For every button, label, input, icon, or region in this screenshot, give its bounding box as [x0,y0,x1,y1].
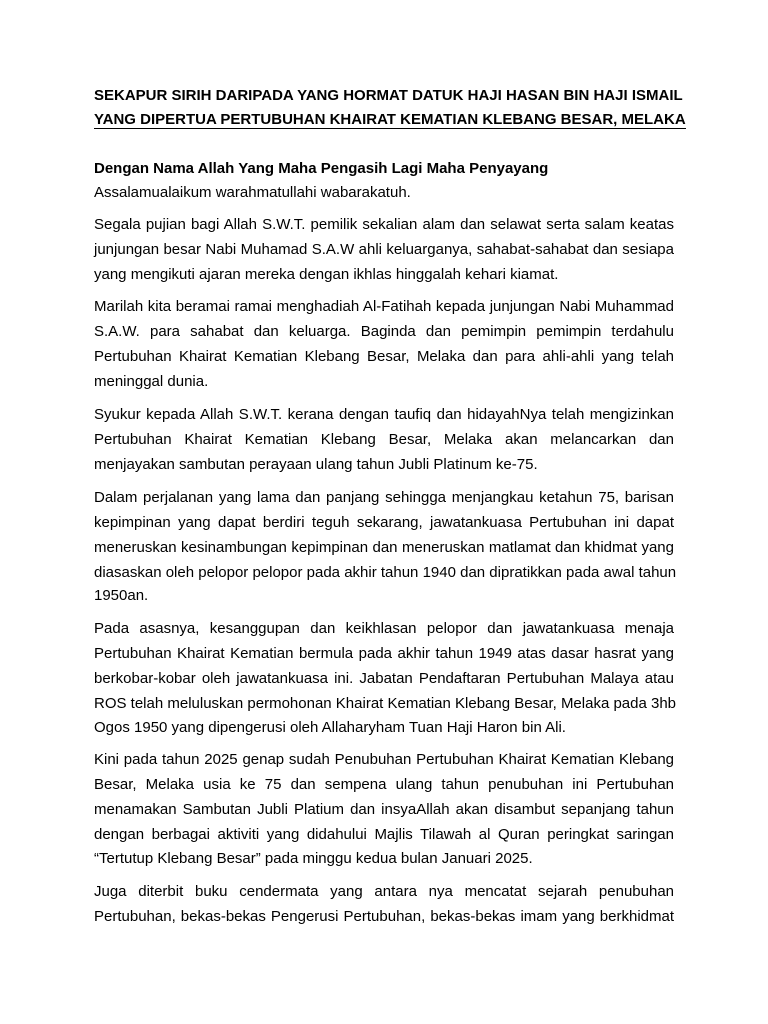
title-underline [94,128,686,129]
paragraph-line: Pertubuhan Khairat Kematian Klebang Besar, Melaka dan para ahli-ahli yang telah [94,348,674,365]
paragraph-line: Pertubuhan Khairat Kematian Klebang Besar, Melaka akan melancarkan dan [94,431,674,448]
paragraph-line: dengan berbagai aktiviti yang didahului Majlis Tilawah al Quran peringkat saringan [94,826,674,843]
paragraph-line: ROS telah meluluskan permohonan Khairat Kematian Klebang Besar, Melaka pada 3hb [94,695,677,712]
paragraph-line: berkobar-kobar oleh jawatankuasa ini. Jabatan Pendaftaran Pertubuhan Malaya atau [94,670,674,687]
paragraph-line: junjungan besar Nabi Muhamad S.A.W ahli keluarganya, sahabat-sahabat dan sesiapa [94,241,674,258]
paragraph-line: 1950an. [94,587,149,604]
paragraph-line: diasaskan oleh pelopor pelopor pada akhir tahun 1940 dan dipratikkan pada awal tahun [94,564,677,581]
paragraph-line: menamakan Sambutan Jubli Platium dan insyaAllah akan disambut sepanjang tahun [94,801,674,818]
title-line-1: SEKAPUR SIRIH DARIPADA YANG HORMAT DATUK HAJI HASAN BIN HAJI ISMAIL [94,87,683,104]
paragraph-line: Marilah kita beramai ramai menghadiah Al-Fatihah kepada junjungan Nabi Muhammad [94,298,674,315]
paragraph-line: Besar, Melaka usia ke 75 dan sempena ulang tahun penubuhan ini Pertubuhan [94,776,674,793]
paragraph-line: Ogos 1950 yang dipengerusi oleh Allaharyham Tuan Haji Haron bin Ali. [94,719,566,736]
title-line-2: YANG DIPERTUA PERTUBUHAN KHAIRAT KEMATIAN KLEBANG BESAR, MELAKA [94,111,686,128]
paragraph-line: meneruskan kesinambungan kepimpinan dan meneruskan matlamat dan khidmat yang [94,539,674,556]
paragraph-line: Segala pujian bagi Allah S.W.T. pemilik sekalian alam dan selawat serta salam keatas [94,216,674,233]
paragraph-line: Dalam perjalanan yang lama dan panjang sehingga menjangkau ketahun 75, barisan [94,489,674,506]
paragraph-line: Pertubuhan Khairat Kematian bermula pada akhir tahun 1949 atas dasar hasrat yang [94,645,674,662]
paragraph-line: menjayakan sambutan perayaan ulang tahun Jubli Platinum ke-75. [94,456,538,473]
paragraph-line: S.A.W. para sahabat dan keluarga. Baginda dan pemimpin pemimpin terdahulu [94,323,674,340]
paragraph-line: Juga diterbit buku cendermata yang antara nya mencatat sejarah penubuhan [94,883,674,900]
paragraph-line: Pertubuhan, bekas-bekas Pengerusi Pertubuhan, bekas-bekas imam yang berkhidmat [94,908,674,925]
greeting: Assalamualaikum warahmatullahi wabarakatuh. [94,184,411,201]
paragraph-line: kepimpinan yang dapat berdiri teguh sekarang, jawatankuasa Pertubuhan ini dapat [94,514,674,531]
paragraph-line: meninggal dunia. [94,373,209,390]
paragraph-line: yang mengikuti ajaran mereka dengan ikhlas hinggalah kehari kiamat. [94,266,559,283]
paragraph-line: Pada asasnya, kesanggupan dan keikhlasan pelopor dan jawatankuasa menaja [94,620,674,637]
paragraph-line: “Tertutup Klebang Besar” pada minggu kedua bulan Januari 2025. [94,850,533,867]
paragraph-line: Kini pada tahun 2025 genap sudah Penubuhan Pertubuhan Khairat Kematian Klebang [94,751,674,768]
salutation: Dengan Nama Allah Yang Maha Pengasih Lagi Maha Penyayang [94,160,549,177]
paragraph-line: Syukur kepada Allah S.W.T. kerana dengan taufiq dan hidayahNya telah mengizinkan [94,406,674,423]
